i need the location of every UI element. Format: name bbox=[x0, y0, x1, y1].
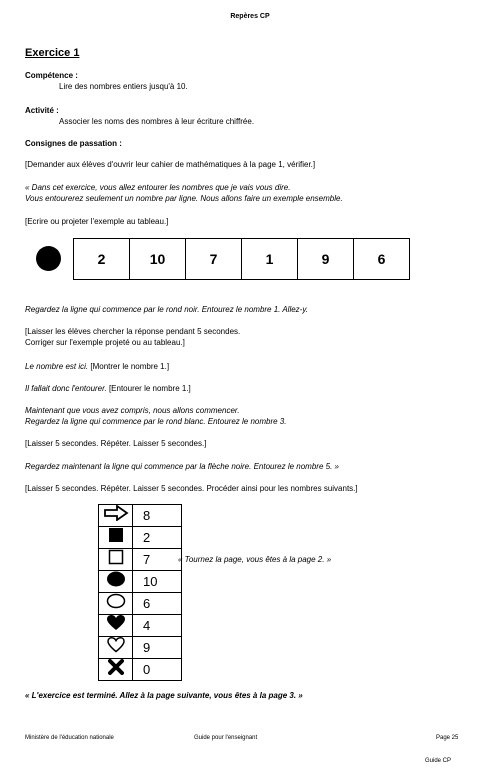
table-row bbox=[99, 615, 182, 637]
example-number-cells bbox=[73, 238, 410, 280]
symbol-cell bbox=[99, 659, 133, 681]
instruction-start bbox=[25, 405, 286, 427]
instruction-open-notebook: [Demander aux élèves d'ouvrir leur cahier de mathématiques à la page 1, vérifier.] bbox=[25, 160, 316, 169]
number-cell: 6 bbox=[133, 593, 182, 615]
number-cell: 8 bbox=[133, 505, 182, 527]
instruction-intro-line-2: Vous entourerez seulement un nombre par ligne. Nous allons faire un exemple ensemble. bbox=[25, 194, 343, 203]
table-row bbox=[99, 505, 182, 527]
footer-guide: Guide pour l'enseignant bbox=[194, 735, 258, 741]
black-cross-icon bbox=[108, 659, 124, 675]
instruction-show-number-plain: [Montrer le nombre 1.] bbox=[88, 362, 170, 371]
instruction-turn-page: « Tournez la page, vous êtes à la page 2. » bbox=[178, 555, 332, 564]
instruction-wait-correct bbox=[25, 326, 240, 348]
instruction-intro-line-1: « Dans cet exercice, vous allez entourer les nombres que je vais vous dire. bbox=[25, 183, 291, 192]
symbol-cell bbox=[99, 549, 133, 571]
symbol-cell bbox=[99, 615, 133, 637]
black-circle-icon bbox=[106, 571, 126, 587]
activite-text: Associer les noms des nombres à leur écriture chiffrée. bbox=[59, 117, 255, 126]
number-cell: 7 bbox=[133, 549, 182, 571]
white-circle-icon bbox=[106, 593, 126, 609]
table-row bbox=[99, 549, 182, 571]
footer-guide-cp: Guide CP bbox=[425, 758, 452, 764]
instruction-exercise-end: « L'exercice est terminé. Allez à la page suivante, vous êtes à la page 3. » bbox=[25, 691, 303, 700]
instruction-proceed: [Laisser 5 secondes. Répéter. Laisser 5 secondes. Procéder ainsi pour les nombres suivants.] bbox=[25, 484, 358, 493]
black-circle-icon bbox=[36, 246, 61, 271]
symbol-cell bbox=[99, 571, 133, 593]
number-cell: 0 bbox=[133, 659, 182, 681]
instruction-start-line-1: Maintenant que vous avez compris, nous allons commencer. bbox=[25, 406, 240, 415]
table-row bbox=[99, 637, 182, 659]
footer-ministry: Ministère de l'éducation nationale bbox=[25, 735, 114, 741]
competence-label: Compétence : bbox=[25, 71, 78, 80]
number-cell: 4 bbox=[133, 615, 182, 637]
table-row bbox=[99, 593, 182, 615]
example-row bbox=[25, 238, 409, 280]
example-number-cell: 10 bbox=[129, 239, 185, 279]
example-number-cell: 2 bbox=[97, 251, 106, 267]
consignes-label: Consignes de passation : bbox=[25, 139, 122, 148]
footer-page-number: Page 25 bbox=[436, 735, 459, 741]
example-number-cell: 6 bbox=[353, 239, 409, 279]
instruction-circle-it-plain: [Entourer le nombre 1.] bbox=[106, 384, 191, 393]
instruction-wait-repeat: [Laisser 5 secondes. Répéter. Laisser 5 secondes.] bbox=[25, 439, 207, 448]
instruction-show-number bbox=[25, 361, 169, 372]
instruction-write-example: [Ecrire ou projeter l'exemple au tableau.] bbox=[25, 217, 169, 226]
symbol-number-table bbox=[98, 504, 182, 681]
black-heart-icon bbox=[107, 615, 125, 631]
instruction-wait-line-1: [Laisser les élèves chercher la réponse pendant 5 secondes. bbox=[25, 327, 241, 336]
instruction-start-line-2: Regardez la ligne qui commence par le rond blanc. Entourez le nombre 3. bbox=[25, 417, 287, 426]
number-cell: 9 bbox=[133, 637, 182, 659]
white-heart-icon bbox=[107, 637, 125, 653]
example-number-cell: 7 bbox=[185, 239, 241, 279]
symbol-cell bbox=[99, 593, 133, 615]
instruction-circle-1: Regardez la ligne qui commence par le rond noir. Entourez le nombre 1. Allez-y. bbox=[25, 305, 308, 314]
number-cell: 2 bbox=[133, 527, 182, 549]
black-square-icon bbox=[108, 527, 124, 543]
arrow-right-outline-icon bbox=[103, 505, 129, 521]
table-row bbox=[99, 659, 182, 681]
instruction-circle-it bbox=[25, 383, 191, 394]
symbol-cell bbox=[99, 527, 133, 549]
exercise-title: Exercice 1 bbox=[25, 47, 80, 59]
activite-label: Activité : bbox=[25, 106, 59, 115]
table-row bbox=[99, 527, 182, 549]
instruction-intro bbox=[25, 182, 343, 204]
example-number-cell: 1 bbox=[241, 239, 297, 279]
competence-text: Lire des nombres entiers jusqu'à 10. bbox=[59, 82, 188, 91]
white-square-icon bbox=[108, 549, 124, 565]
table-row bbox=[99, 571, 182, 593]
example-number-cell: 9 bbox=[297, 239, 353, 279]
number-cell: 10 bbox=[133, 571, 182, 593]
instruction-arrow-row: Regardez maintenant la ligne qui commence par la flèche noire. Entourez le nombre 5. » bbox=[25, 462, 339, 471]
instruction-wait-line-2: Corriger sur l'exemple projeté ou au tableau.] bbox=[25, 338, 185, 347]
instruction-circle-it-italic: Il fallait donc l'entourer. bbox=[25, 384, 107, 393]
symbol-cell bbox=[99, 505, 133, 527]
instruction-show-number-italic: Le nombre est ici. bbox=[25, 362, 89, 371]
symbol-cell bbox=[99, 637, 133, 659]
page-header-title: Repères CP bbox=[230, 13, 270, 20]
